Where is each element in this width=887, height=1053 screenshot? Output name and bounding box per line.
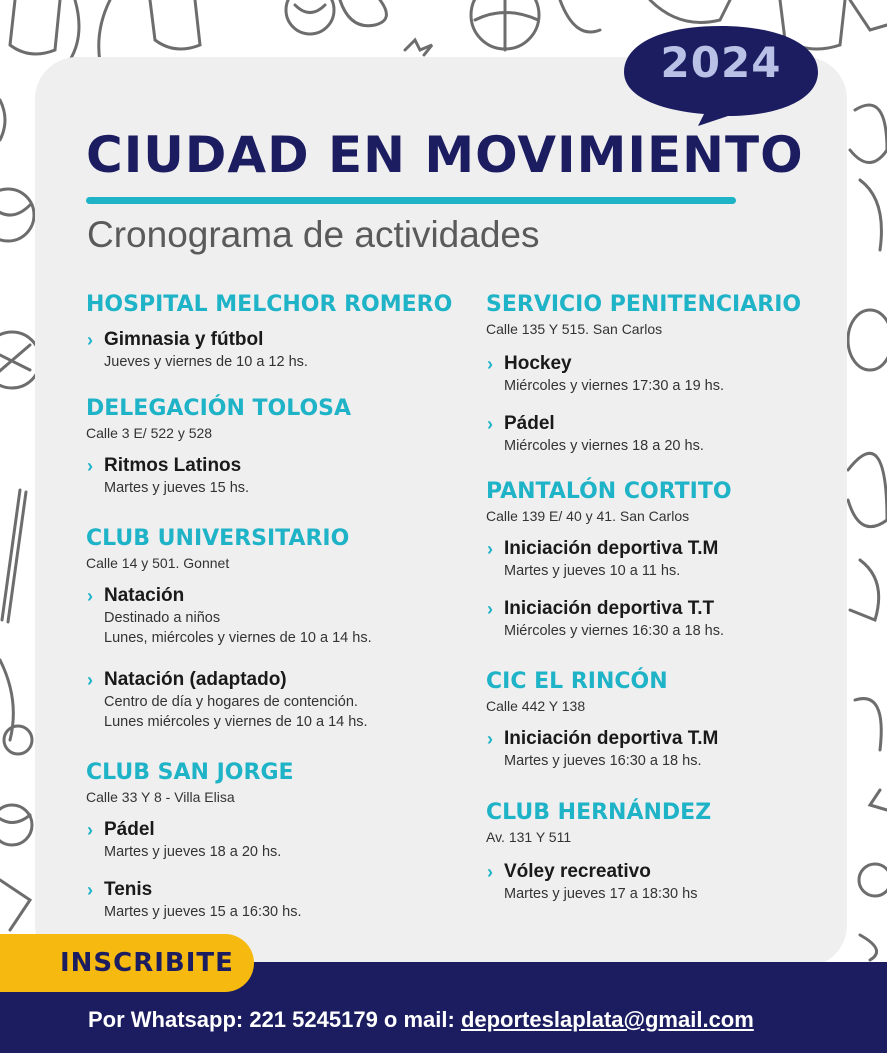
venue-name: CLUB HERNÁNDEZ: [486, 800, 712, 825]
venue-name: SERVICIO PENITENCIARIO: [486, 292, 802, 317]
activity-item: [86, 454, 456, 498]
activity-name: Tenis: [104, 879, 153, 900]
activity-item: [86, 328, 456, 372]
venue-name: HOSPITAL MELCHOR ROMERO: [86, 292, 453, 317]
activity-item: [486, 537, 856, 581]
contact-email-link[interactable]: deporteslaplata@gmail.com: [460, 1007, 754, 1032]
activity-schedule: Martes y jueves 16:30 a 18 hs.: [504, 753, 702, 769]
activity-item: [86, 878, 456, 922]
venue-address: Calle 3 E/ 522 y 528: [86, 425, 213, 441]
venue-name: PANTALÓN CORTITO: [486, 479, 732, 504]
activity-schedule: Martes y jueves 17 a 18:30 hs: [504, 886, 698, 902]
title-underline: [86, 197, 736, 204]
star-doodle-icon: [405, 40, 432, 55]
activity-name: Iniciación deportiva T.M: [504, 728, 719, 749]
activity-item: [486, 727, 856, 771]
activity-schedule: Lunes, miércoles y viernes de 10 a 14 hs.: [104, 630, 372, 646]
activity-item: [486, 860, 856, 904]
venue-hospital-melchor-romero: [86, 290, 456, 372]
activity-schedule: Miércoles y viernes 18 a 20 hs.: [504, 438, 704, 454]
chevron-right-icon: ›: [487, 599, 493, 619]
activity-name: Natación: [104, 585, 185, 606]
page-title: CIUDAD EN MOVIMIENTO: [86, 126, 804, 184]
chevron-right-icon: ›: [87, 820, 93, 840]
activity-schedule: Miércoles y viernes 16:30 a 18 hs.: [504, 623, 725, 639]
venue-address: Calle 442 Y 138: [486, 698, 586, 714]
activity-name: Iniciación deportiva T.T: [504, 598, 715, 619]
activity-item: [86, 818, 456, 862]
venue-address: Calle 135 Y 515. San Carlos: [486, 321, 663, 337]
venue-address: Calle 14 y 501. Gonnet: [86, 555, 230, 571]
venue-club-hernandez: [486, 798, 856, 904]
inscribite-button[interactable]: INSCRIBITE: [0, 934, 254, 992]
chevron-right-icon: ›: [487, 862, 493, 882]
venue-club-san-jorge: [86, 758, 456, 922]
venue-address: Av. 131 Y 511: [486, 829, 572, 845]
activity-item: [86, 584, 456, 648]
activity-item: [486, 352, 856, 396]
venue-servicio-penitenciario: [486, 290, 856, 456]
activity-schedule: Lunes miércoles y viernes de 10 a 14 hs.: [104, 714, 368, 730]
chevron-right-icon: ›: [87, 670, 93, 690]
activity-schedule: Jueves y viernes de 10 a 12 hs.: [104, 354, 308, 370]
activity-name: Natación (adaptado): [104, 669, 287, 690]
chevron-right-icon: ›: [87, 586, 93, 606]
activity-name: Hockey: [504, 353, 572, 374]
tennis-ball-doodle-icon: [0, 805, 32, 845]
venue-pantalon-cortito: [486, 477, 856, 641]
activity-schedule: Martes y jueves 10 a 11 hs.: [504, 563, 681, 579]
chevron-right-icon: ›: [487, 354, 493, 374]
chevron-right-icon: ›: [87, 880, 93, 900]
shirt-doodle-icon: [10, 0, 60, 54]
chevron-right-icon: ›: [487, 729, 493, 749]
venue-address: Calle 33 Y 8 - Villa Elisa: [86, 789, 235, 805]
activity-name: Iniciación deportiva T.M: [504, 538, 719, 559]
activity-item: [486, 597, 856, 641]
venue-address: Calle 139 E/ 40 y 41. San Carlos: [486, 508, 690, 524]
bat-doodle-icon: [2, 490, 26, 622]
activity-schedule: Martes y jueves 15 hs.: [104, 480, 250, 496]
ball-doodle-icon: [0, 332, 40, 388]
activity-item: [86, 668, 456, 732]
activity-schedule: Martes y jueves 18 a 20 hs.: [104, 844, 282, 860]
contact-info: [88, 1007, 754, 1033]
venue-cic-el-rincon: [486, 667, 856, 771]
year-label: 2024: [660, 38, 782, 87]
venue-name: CIC EL RINCÓN: [486, 669, 668, 694]
chevron-right-icon: ›: [487, 414, 493, 434]
venue-name: DELEGACIÓN TOLOSA: [86, 396, 352, 421]
venue-name: CLUB SAN JORGE: [86, 760, 294, 785]
activity-name: Gimnasia y fútbol: [104, 329, 264, 350]
activity-item: [486, 412, 856, 456]
contact-whatsapp: Por Whatsapp: 221 5245179 o mail:: [88, 1007, 461, 1032]
activity-schedule: Martes y jueves 15 a 16:30 hs.: [104, 904, 302, 920]
activity-note: Centro de día y hogares de contención.: [104, 694, 358, 710]
activity-note: Destinado a niños: [104, 610, 221, 626]
activity-name: Pádel: [104, 819, 155, 840]
chevron-right-icon: ›: [487, 539, 493, 559]
chevron-right-icon: ›: [87, 330, 93, 350]
chevron-right-icon: ›: [87, 456, 93, 476]
activity-name: Vóley recreativo: [504, 861, 651, 882]
page-subtitle: Cronograma de actividades: [87, 214, 540, 255]
activity-schedule: Miércoles y viernes 17:30 a 19 hs.: [504, 378, 725, 394]
venue-delegacion-tolosa: [86, 394, 456, 498]
venue-club-universitario: [86, 524, 456, 732]
venue-name: CLUB UNIVERSITARIO: [86, 526, 350, 551]
activity-name: Ritmos Latinos: [104, 455, 242, 476]
activity-name: Pádel: [504, 413, 555, 434]
